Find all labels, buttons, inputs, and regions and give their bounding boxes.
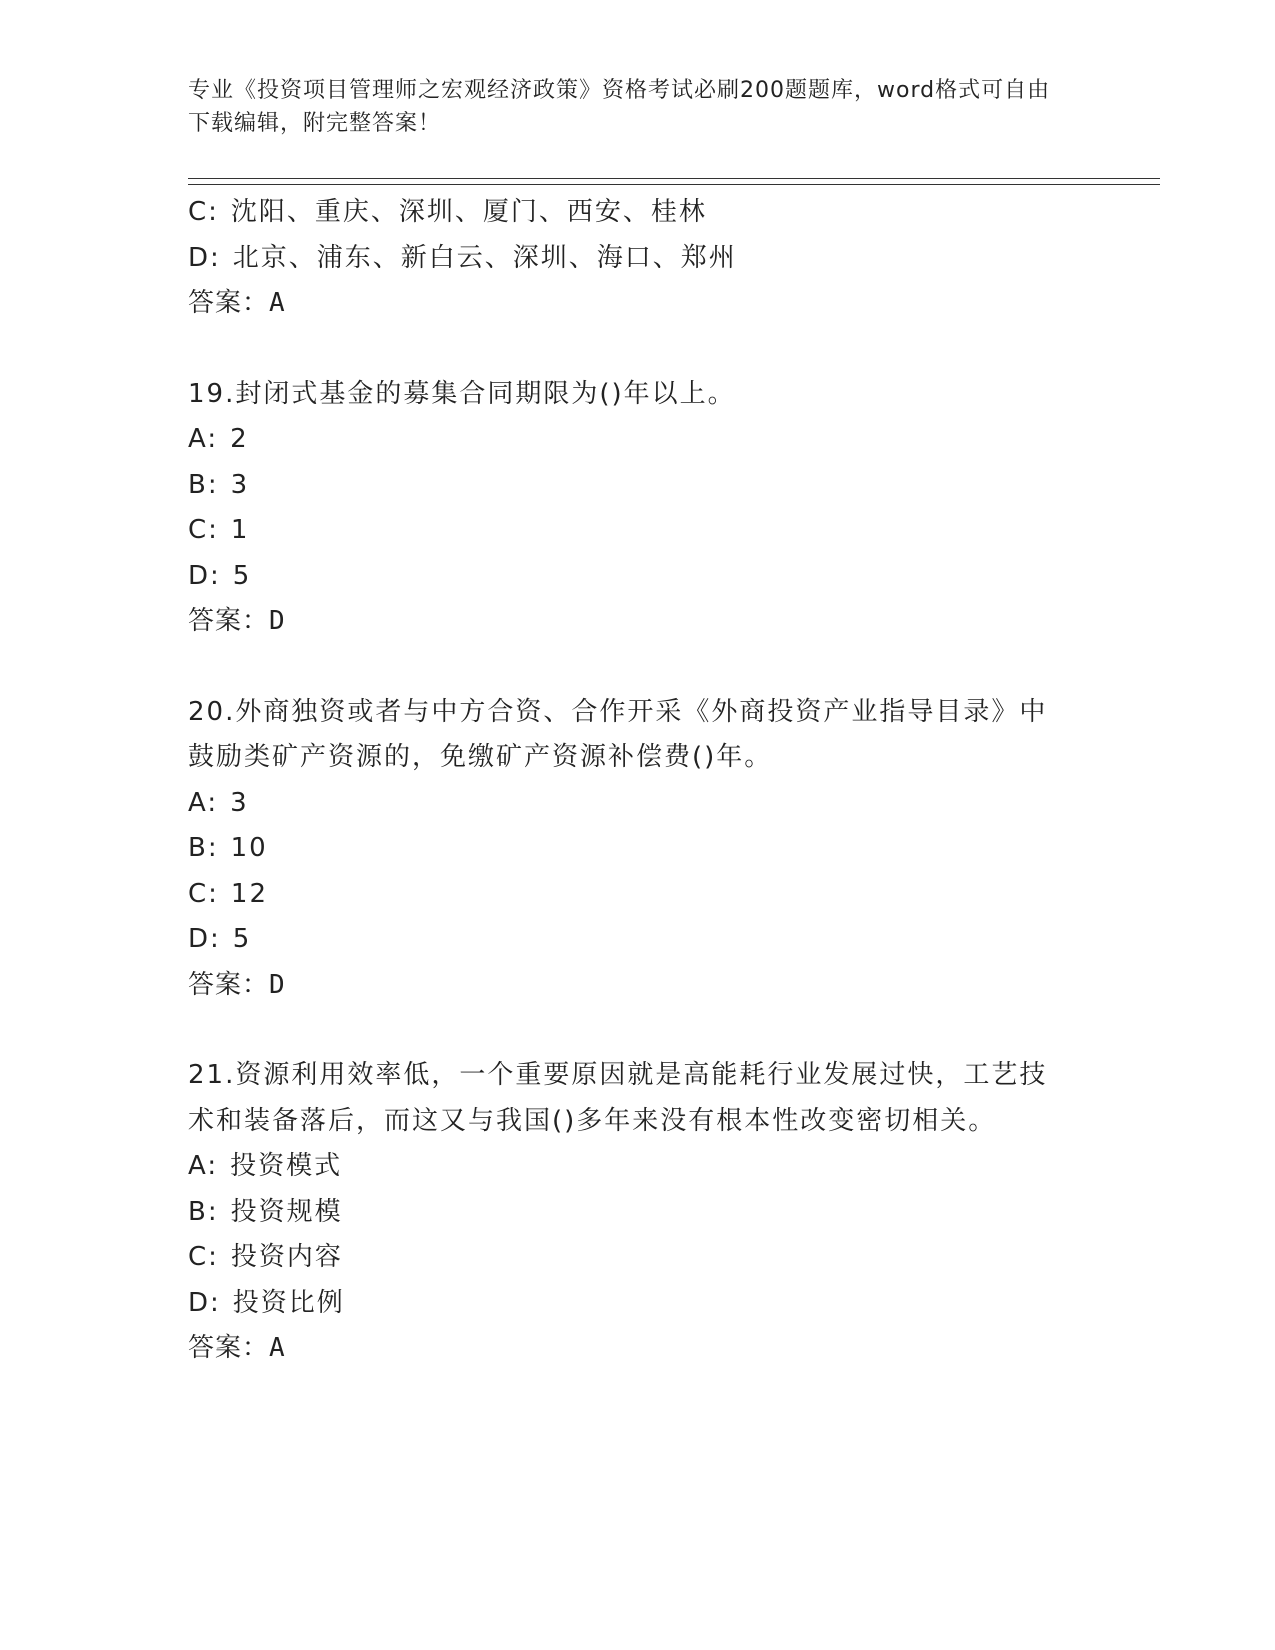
question-20	[188, 690, 1068, 1009]
option-c	[188, 508, 1068, 554]
option-c	[188, 190, 1068, 236]
option-d	[188, 236, 1068, 282]
option-text: 10	[230, 833, 268, 863]
answer-line: 答案：A	[188, 288, 286, 318]
option-text: 投资比例	[232, 1287, 345, 1318]
option-a	[188, 417, 1068, 463]
option-text: 2	[230, 424, 249, 454]
option-d	[188, 917, 1068, 963]
answer-line: 答案：D	[188, 969, 286, 1000]
question-19	[188, 372, 1068, 645]
option-text: 5	[232, 924, 252, 954]
question-stem: 19.封闭式基金的募集合同期限为()年以上。	[188, 378, 736, 409]
option-letter: C:	[188, 1242, 219, 1272]
option-b	[188, 463, 1068, 509]
answer-line: 答案：A	[188, 1333, 286, 1363]
option-text: 12	[230, 878, 269, 909]
carryover-question	[188, 190, 1068, 327]
header-text: 专业《投资项目管理师之宏观经济政策》资格考试必刷200题题库，word格式可自由下载编辑，附完整答案！	[188, 78, 1051, 136]
option-letter: C:	[188, 878, 219, 909]
option-b	[188, 1190, 1068, 1236]
option-c	[188, 872, 1068, 918]
question-21	[188, 1053, 1068, 1372]
option-d	[188, 554, 1068, 600]
option-text: 5	[232, 560, 252, 591]
option-a	[188, 1144, 1068, 1190]
question-stem: 20.外商独资或者与中方合资、合作开采《外商投资产业指导目录》中鼓励类矿产资源的，免缴矿产资源补偿费()年。	[188, 696, 1048, 772]
option-text: 3	[230, 787, 249, 818]
option-letter: B:	[188, 469, 219, 500]
option-text: 3	[230, 469, 250, 500]
option-letter: D:	[188, 1287, 221, 1318]
page-header	[188, 74, 1068, 140]
option-b	[188, 826, 1068, 872]
option-text: 沈阳、重庆、深圳、厦门、西安、桂林	[230, 197, 707, 227]
answer-line: 答案：D	[188, 606, 286, 636]
option-letter: A:	[188, 424, 219, 454]
option-letter: A:	[188, 1151, 219, 1181]
question-stem: 21.资源利用效率低，一个重要原因就是高能耗行业发展过快，工艺技术和装备落后，而这又与我国()多年来没有根本性改变密切相关。	[188, 1060, 1048, 1136]
option-letter: B:	[188, 833, 219, 863]
option-text: 投资模式	[230, 1151, 343, 1181]
option-letter: A:	[188, 787, 219, 818]
option-c	[188, 1235, 1068, 1281]
option-text: 投资内容	[230, 1242, 343, 1272]
option-letter: D:	[188, 560, 221, 591]
option-letter: C:	[188, 515, 219, 545]
header-divider	[188, 178, 1160, 185]
option-letter: B:	[188, 1196, 219, 1227]
option-text: 1	[230, 515, 250, 545]
option-d	[188, 1281, 1068, 1327]
option-text: 北京、浦东、新白云、深圳、海口、郑州	[232, 242, 737, 273]
question-content	[188, 190, 1068, 1372]
option-a	[188, 781, 1068, 827]
option-letter: C:	[188, 197, 219, 227]
option-letter: D:	[188, 242, 221, 273]
option-text: 投资规模	[230, 1196, 343, 1227]
option-letter: D:	[188, 924, 221, 954]
